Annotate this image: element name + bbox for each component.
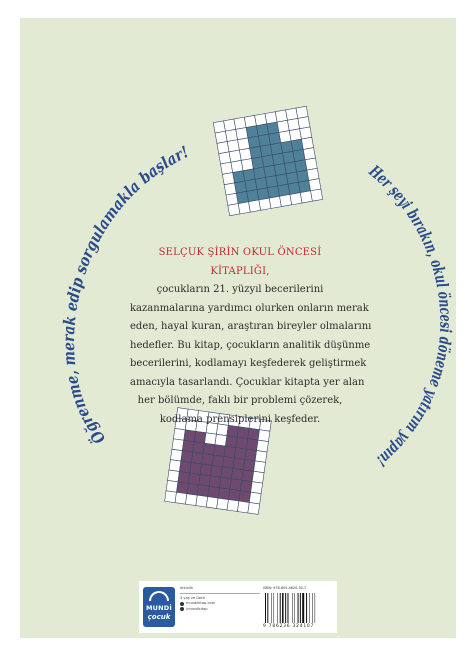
grid-cell xyxy=(250,146,262,158)
description-line: çocukların 21. yüzyıl becerilerini xyxy=(156,284,324,295)
grid-cell xyxy=(227,500,239,512)
barcode-bar xyxy=(277,593,278,623)
grid-cell xyxy=(191,452,203,464)
grid-cell xyxy=(265,112,277,124)
grid-cell xyxy=(240,480,252,492)
grid-cell xyxy=(255,177,267,189)
grid-cell xyxy=(234,448,246,460)
logo-text-mundi: MUNDİ xyxy=(145,604,172,612)
grid-cell xyxy=(178,471,190,483)
grid-cell xyxy=(193,442,205,454)
grid-cell xyxy=(280,194,292,206)
grid-cell xyxy=(166,480,178,492)
grid-cell xyxy=(199,474,211,486)
grid-cell xyxy=(239,491,251,503)
grid-cell xyxy=(239,148,251,160)
grid-cell xyxy=(235,181,247,193)
grid-cell xyxy=(257,440,269,452)
barcode-bar xyxy=(274,593,275,623)
grid-cell xyxy=(296,106,308,118)
grid-cell xyxy=(182,440,194,452)
grid-cell xyxy=(255,451,267,463)
grid-cell xyxy=(309,179,321,191)
description-line: becerilerini, kodlamayı keşfederek geliştirmek xyxy=(130,358,367,369)
grid-cell xyxy=(173,428,185,440)
grid-cell xyxy=(233,458,245,470)
grid-cell xyxy=(238,202,250,214)
grid-cell xyxy=(281,141,293,153)
grid-cell xyxy=(236,191,248,203)
grid-cell xyxy=(244,115,256,127)
grid-cell xyxy=(279,131,291,143)
grid-cell xyxy=(284,162,296,174)
grid-cell xyxy=(291,139,303,151)
teal-pixel-grid xyxy=(203,96,333,226)
grid-cell xyxy=(170,449,182,461)
grid-cell xyxy=(258,134,270,146)
grid-cell xyxy=(311,189,323,201)
grid-cell xyxy=(215,131,227,143)
social-row: /mundikitap xyxy=(180,607,260,613)
grid-cell xyxy=(224,183,236,195)
barcode-bar xyxy=(315,593,316,623)
grid-cell xyxy=(300,127,312,139)
grid-cell xyxy=(212,455,224,467)
barcode-number: 9 786236 324107 xyxy=(263,624,315,629)
grid-cell xyxy=(242,470,254,482)
barcode-bar xyxy=(312,593,313,623)
barcode-bar xyxy=(298,593,299,623)
grid-cell xyxy=(237,501,249,513)
barcode-bar xyxy=(267,593,268,623)
grid-cell xyxy=(203,443,215,455)
grid-cell xyxy=(209,476,221,488)
description-line: kazanmalarına yardımcı olurken onların merak xyxy=(130,302,369,314)
grid-cell xyxy=(264,165,276,177)
barcode-bar xyxy=(309,593,310,623)
barcode-icon xyxy=(263,593,333,623)
grid-cell xyxy=(274,163,286,175)
grid-cell xyxy=(257,188,269,200)
grid-cell xyxy=(270,143,282,155)
grid-cell xyxy=(243,169,255,181)
grid-cell xyxy=(248,136,260,148)
barcode-bar xyxy=(287,593,288,623)
barcode-bar xyxy=(282,593,284,623)
grid-cell xyxy=(305,158,317,170)
grid-cell xyxy=(286,172,298,184)
grid-cell xyxy=(260,145,272,157)
book-back-cover xyxy=(20,18,456,638)
grid-cell xyxy=(277,120,289,132)
grid-cell xyxy=(288,182,300,194)
grid-cell xyxy=(179,461,191,473)
grid-cell xyxy=(262,155,274,167)
grid-cell xyxy=(241,159,253,171)
website-row: mundikitap.com xyxy=(180,601,260,607)
publisher-details xyxy=(180,586,260,612)
barcode-bar xyxy=(292,593,293,623)
grid-cell xyxy=(251,482,263,494)
series-headline: SELÇUK ŞİRİN OKUL ÖNCESİ KİTAPLIĞI, xyxy=(158,247,322,277)
logo-text-cocuk: çocuk xyxy=(147,613,171,621)
grid-cell xyxy=(269,132,281,144)
barcode-area xyxy=(263,586,333,630)
grid-cell xyxy=(276,174,288,186)
grid-cell xyxy=(190,463,202,475)
grid-cell xyxy=(295,160,307,172)
grid-cell xyxy=(231,160,243,172)
grid-cell xyxy=(258,430,270,442)
description-line: hedefler. Bu kitap, çocukların analitik düşünme xyxy=(130,339,371,351)
grid-cell xyxy=(272,153,284,165)
barcode-bar xyxy=(280,593,281,623)
grid-cell xyxy=(214,445,226,457)
grid-cell xyxy=(256,124,268,136)
grid-cell xyxy=(185,494,197,506)
grid-cell xyxy=(194,431,206,443)
grid-cell xyxy=(259,198,271,210)
grid-cell xyxy=(245,449,257,461)
divider xyxy=(180,593,260,594)
grid-cell xyxy=(218,488,230,500)
description-text xyxy=(130,244,372,429)
barcode-bar xyxy=(285,593,286,623)
grid-cell xyxy=(225,436,237,448)
grid-cell xyxy=(222,173,234,185)
grid-cell xyxy=(229,150,241,162)
grid-cell xyxy=(208,486,220,498)
grid-cell xyxy=(298,180,310,192)
barcode-bar xyxy=(306,593,307,623)
grid-cell xyxy=(231,468,243,480)
grid-cell xyxy=(222,457,234,469)
publisher-logo xyxy=(143,587,175,627)
barcode-bar xyxy=(294,593,295,623)
grid-cell xyxy=(169,460,181,472)
grid-cell xyxy=(172,439,184,451)
grid-cell xyxy=(227,140,239,152)
grid-cell xyxy=(303,148,315,160)
grid-cell xyxy=(307,168,319,180)
grid-cell xyxy=(301,137,313,149)
logo-arc-icon xyxy=(149,591,169,601)
grid-cell xyxy=(283,151,295,163)
barcode-bar xyxy=(265,593,266,623)
grid-cell xyxy=(238,138,250,150)
grid-cell xyxy=(236,128,248,140)
grid-cell xyxy=(202,454,214,466)
grid-cell xyxy=(215,434,227,446)
grid-cell xyxy=(253,167,265,179)
grid-cell xyxy=(297,170,309,182)
grid-cell xyxy=(287,118,299,130)
grid-cell xyxy=(286,108,298,120)
grid-cell xyxy=(236,437,248,449)
grid-cell xyxy=(300,191,312,203)
grid-cell xyxy=(289,129,301,141)
grid-cell xyxy=(181,451,193,463)
grid-cell xyxy=(213,121,225,133)
description-line: her bölümde, faklı bir problemi çözerek, xyxy=(137,395,343,406)
grid-cell xyxy=(226,193,238,205)
grid-cell xyxy=(217,142,229,154)
grid-cell xyxy=(228,489,240,501)
grid-cell xyxy=(175,492,187,504)
grid-cell xyxy=(206,497,218,509)
grid-cell xyxy=(252,157,264,169)
grid-cell xyxy=(228,204,240,216)
right-arc-slogan: Her şeyi bırakın, okul öncesi döneme yatırım yapın! xyxy=(365,161,456,472)
grid-cell xyxy=(290,193,302,205)
grid-cell xyxy=(293,149,305,161)
grid-cell xyxy=(197,485,209,497)
grid-cell xyxy=(243,459,255,471)
grid-cell xyxy=(254,461,266,473)
description-line: amacıyla tasarlandı. Çocuklar kitapta yer alan xyxy=(130,376,365,388)
grid-cell xyxy=(248,428,260,440)
barcode-bar xyxy=(302,593,304,623)
grid-cell xyxy=(246,126,258,138)
grid-cell xyxy=(221,467,233,479)
grid-cell xyxy=(248,503,260,515)
grid-cell xyxy=(205,433,217,445)
barcode-bar xyxy=(271,593,272,623)
grid-cell xyxy=(200,464,212,476)
grid-cell xyxy=(224,119,236,131)
grid-cell xyxy=(219,152,231,164)
left-arc-slogan: Öğrenme, merak edip sorgulamakla başlar! xyxy=(58,141,193,448)
grid-cell xyxy=(184,430,196,442)
grid-cell xyxy=(246,439,258,451)
publisher-info-panel xyxy=(139,581,337,633)
grid-cell xyxy=(266,176,278,188)
grid-cell xyxy=(165,491,177,503)
grid-cell xyxy=(245,179,257,191)
grid-cell xyxy=(224,446,236,458)
grid-cell xyxy=(249,492,261,504)
grid-cell xyxy=(221,162,233,174)
grid-cell xyxy=(188,473,200,485)
grid-cell xyxy=(249,200,261,212)
grid-cell xyxy=(230,479,242,491)
grid-cell xyxy=(278,184,290,196)
grid-cell xyxy=(298,117,310,129)
grid-cell xyxy=(220,477,232,489)
isbn-text: ISBN: 978-605-4620-30-7 xyxy=(263,586,307,590)
grid-cell xyxy=(187,483,199,495)
grid-cell xyxy=(267,122,279,134)
description-line: eden, hayal kuran, araştıran bireyler olmalarını xyxy=(130,321,372,332)
grid-cell xyxy=(168,470,180,482)
grid-cell xyxy=(196,495,208,507)
social-icon xyxy=(180,607,184,611)
grid-cell xyxy=(255,114,267,126)
grid-cell xyxy=(176,482,188,494)
grid-cell xyxy=(252,471,264,483)
grid-cell xyxy=(247,190,259,202)
globe-icon xyxy=(180,602,184,606)
category-label: etkinlik xyxy=(180,586,194,590)
grid-cell xyxy=(225,129,237,141)
grid-cell xyxy=(234,117,246,129)
grid-cell xyxy=(211,465,223,477)
description-line: kodlama prensiplerini keşfeder. xyxy=(159,413,321,425)
grid-cell xyxy=(269,196,281,208)
age-row: 3 yaş ve üzeri xyxy=(180,595,206,600)
grid-cell xyxy=(275,110,287,122)
grid-cell xyxy=(233,171,245,183)
grid-cell xyxy=(217,498,229,510)
grid-cell xyxy=(267,186,279,198)
barcode-bar xyxy=(300,593,301,623)
